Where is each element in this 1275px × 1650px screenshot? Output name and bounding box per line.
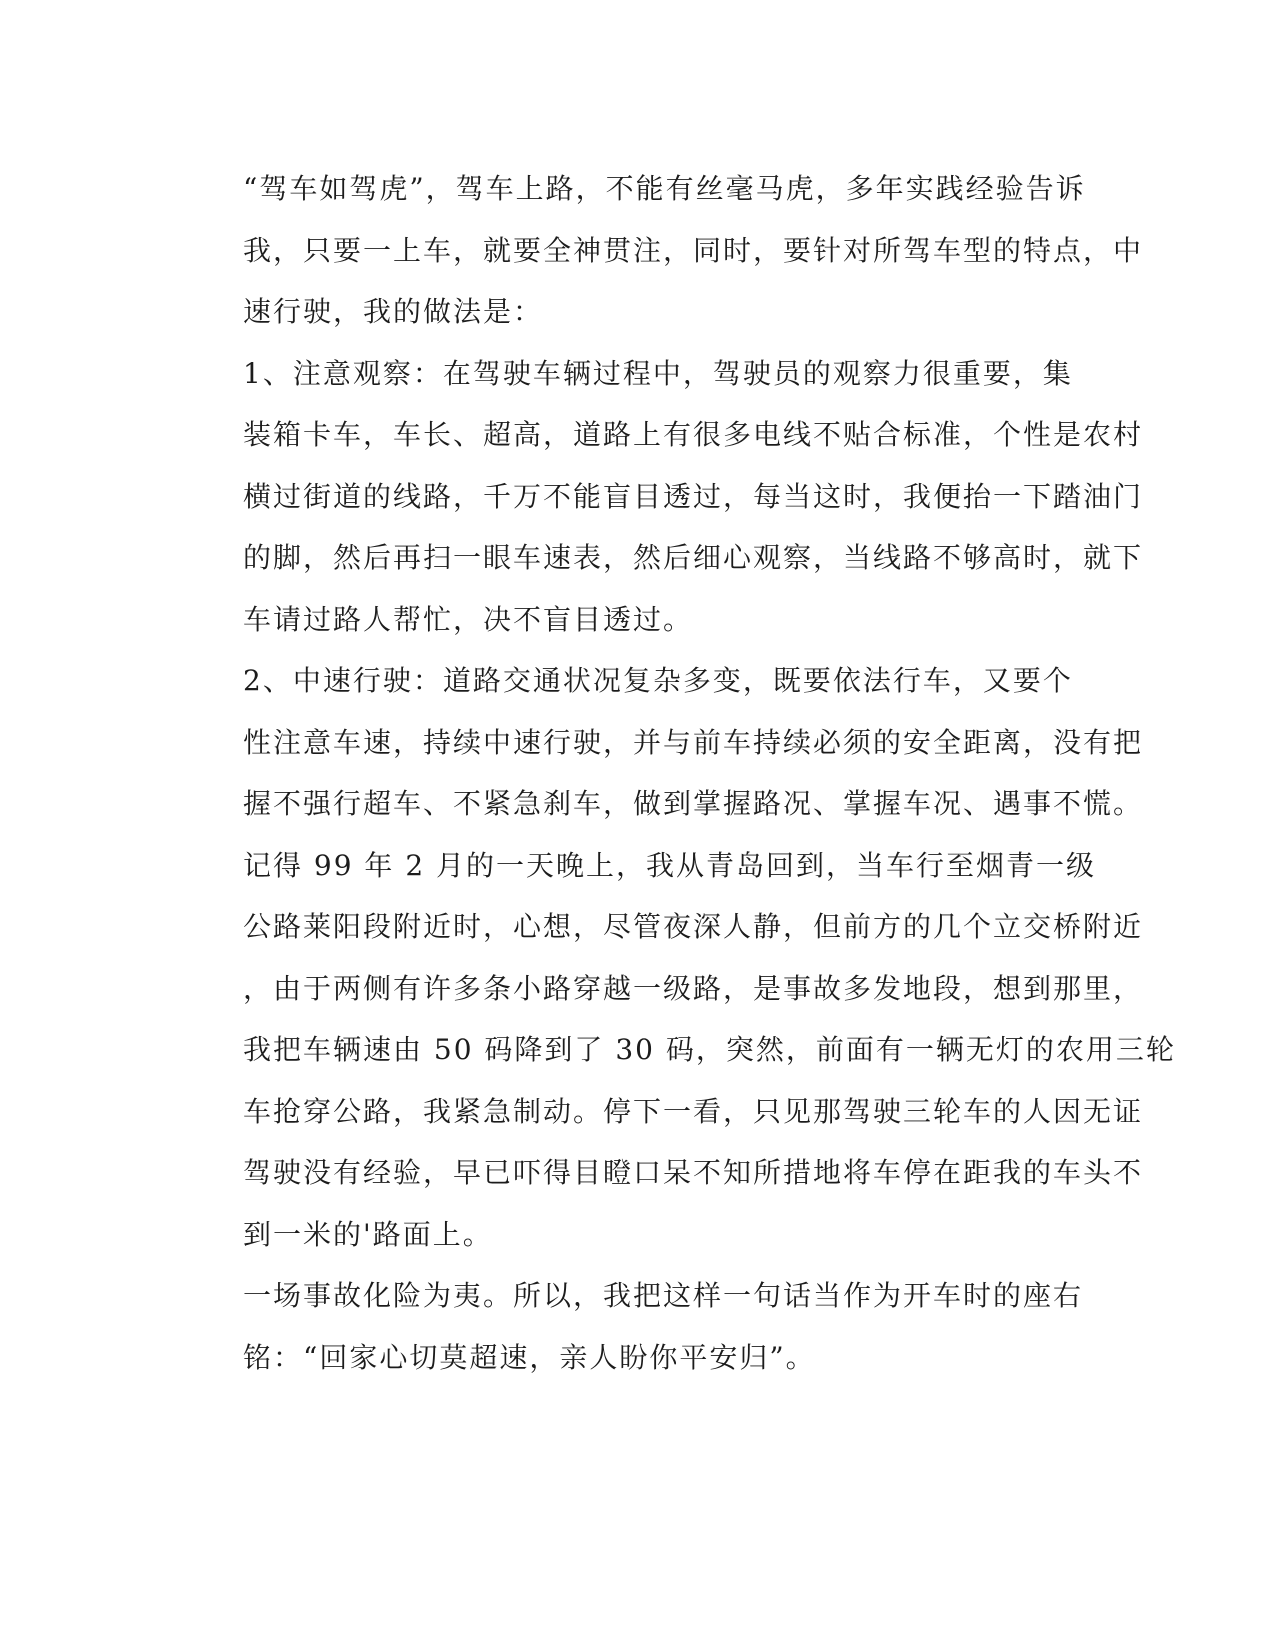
text-line: 铭：“回家心切莫超速，亲人盼你平安归”。 [243, 1340, 816, 1374]
text-line: 我把车辆速由 50 码降到了 30 码，突然，前面有一辆无灯的农用三轮 [243, 1033, 1176, 1066]
text-line: 一场事故化险为夷。所以，我把这样一句话当作为开车时的座右 [243, 1279, 1084, 1312]
text-line: 驾驶没有经验，早已吓得目瞪口呆不知所措地将车停在距我的车头不 [243, 1156, 1144, 1189]
text-line: 到一米的'路面上。 [243, 1217, 493, 1251]
text-line: “驾车如驾虎”，驾车上路，不能有丝毫马虎，多年实践经验告诉 [243, 172, 1086, 205]
text-line: 2、中速行驶：道路交通状况复杂多变，既要依法行车，又要个 [243, 664, 1073, 697]
paragraph-observe [187, 343, 1144, 651]
text-line: 记得 99 年 2 月的一天晚上，我从青岛回到，当车行至烟青一级 [243, 848, 1097, 882]
text-line: 车请过路人帮忙，决不盲目透过。 [243, 602, 694, 636]
text-line: 的脚，然后再扫一眼车速表，然后细心观察，当线路不够高时，就下 [243, 541, 1144, 574]
text-line: 车抢穿公路，我紧急制动。停下一看，只见那驾驶三轮车的人因无证 [243, 1094, 1144, 1128]
text-line: 公路莱阳段附近时，心想，尽管夜深人静，但前方的几个立交桥附近 [243, 910, 1144, 943]
paragraph-conclusion [187, 1265, 1084, 1388]
text-line: 握不强行超车、不紧急刹车，做到掌握路况、掌握车况、遇事不慌。 [243, 787, 1144, 820]
text-line: 装箱卡车，车长、超高，道路上有很多电线不贴合标准，个性是农村 [243, 418, 1144, 451]
text-line: 横过街道的线路，千万不能盲目透过，每当这时，我便抬一下踏油门 [243, 479, 1144, 513]
document-body [187, 158, 1176, 1388]
text-line: 我，只要一上车，就要全神贯注，同时，要针对所驾车型的特点，中 [243, 233, 1144, 267]
paragraph-speed [187, 650, 1144, 835]
paragraph-story [187, 835, 1176, 1266]
text-line: 速行驶，我的做法是： [243, 295, 544, 328]
text-line: 1、注意观察：在驾驶车辆过程中，驾驶员的观察力很重要，集 [243, 356, 1073, 390]
paragraph-intro [187, 158, 1144, 343]
text-line: ，由于两侧有许多条小路穿越一级路，是事故多发地段，想到那里， [243, 971, 1144, 1005]
text-line: 性注意车速，持续中速行驶，并与前车持续必须的安全距离，没有把 [243, 725, 1144, 759]
